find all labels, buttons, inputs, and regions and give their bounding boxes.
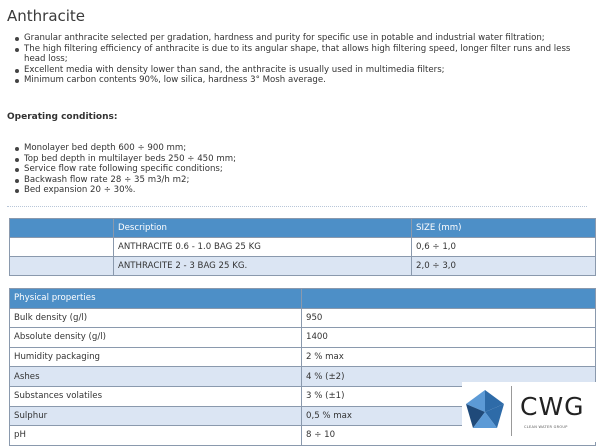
table-row bbox=[10, 308, 596, 328]
operating-conditions-heading: Operating conditions: bbox=[7, 112, 118, 122]
table-row bbox=[10, 347, 596, 367]
page-title: Anthracite bbox=[7, 7, 86, 25]
table-cell: Humidity packaging bbox=[10, 347, 302, 367]
table-row bbox=[10, 238, 596, 257]
table-cell: pH bbox=[10, 426, 302, 446]
section-divider bbox=[7, 206, 587, 207]
table-cell: ANTHRACITE 0.6 - 1.0 BAG 25 KG bbox=[114, 238, 412, 257]
table-cell: 1400 bbox=[302, 328, 596, 348]
logo-text: CWG bbox=[520, 392, 585, 421]
table-cell: 0,5 % max bbox=[302, 406, 596, 426]
table-cell: 950 bbox=[302, 308, 596, 328]
table-header-cell: Description bbox=[114, 219, 412, 238]
table-cell: Bulk density (g/l) bbox=[10, 308, 302, 328]
table-cell: Ashes bbox=[10, 367, 302, 387]
table-cell: Absolute density (g/l) bbox=[10, 328, 302, 348]
list-item: Excellent media with density lower than sand, the anthracite is usually used in multimedia filters; bbox=[14, 65, 589, 76]
cwg-logo bbox=[462, 382, 600, 442]
table-header-row bbox=[10, 219, 596, 238]
logo-tagline: CLEAN WATER GROUP bbox=[524, 425, 568, 429]
table-header-cell: SIZE (mm) bbox=[412, 219, 596, 238]
list-item: Granular anthracite selected per gradation, hardness and purity for specific use in potable and industrial water filtration; bbox=[14, 33, 589, 44]
table-cell: 2,0 ÷ 3,0 bbox=[412, 257, 596, 276]
table-cell: 8 ÷ 10 bbox=[302, 426, 596, 446]
table-cell: 0,6 ÷ 1,0 bbox=[412, 238, 596, 257]
table-header-row bbox=[10, 289, 596, 309]
description-list bbox=[14, 33, 589, 86]
table-cell bbox=[10, 238, 114, 257]
list-item: Backwash flow rate 28 ÷ 35 m3/h m2; bbox=[14, 175, 589, 186]
table-row bbox=[10, 257, 596, 276]
table-cell: 4 % (±2) bbox=[302, 367, 596, 387]
table-header-cell bbox=[10, 219, 114, 238]
table-cell: 3 % (±1) bbox=[302, 386, 596, 406]
list-item: Minimum carbon contents 90%, low silica, hardness 3° Mosh average. bbox=[14, 75, 589, 86]
operating-conditions-list bbox=[14, 143, 589, 196]
table-cell: Sulphur bbox=[10, 406, 302, 426]
list-item: The high filtering efficiency of anthracite is due to its angular shape, that allows high filtering speed, longer filter runs and less head loss; bbox=[14, 44, 589, 65]
table-cell: ANTHRACITE 2 - 3 BAG 25 KG. bbox=[114, 257, 412, 276]
table-cell: 2 % max bbox=[302, 347, 596, 367]
list-item: Service flow rate following specific conditions; bbox=[14, 164, 589, 175]
pentagon-logo-icon bbox=[462, 386, 508, 438]
size-table bbox=[9, 218, 596, 276]
list-item: Monolayer bed depth 600 ÷ 900 mm; bbox=[14, 143, 589, 154]
list-item: Top bed depth in multilayer beds 250 ÷ 450 mm; bbox=[14, 154, 589, 165]
table-header-cell bbox=[302, 289, 596, 309]
table-cell bbox=[10, 257, 114, 276]
list-item: Bed expansion 20 ÷ 30%. bbox=[14, 185, 589, 196]
table-row bbox=[10, 328, 596, 348]
logo-divider bbox=[511, 386, 512, 436]
table-cell: Substances volatiles bbox=[10, 386, 302, 406]
table-header-cell: Physical properties bbox=[10, 289, 302, 309]
